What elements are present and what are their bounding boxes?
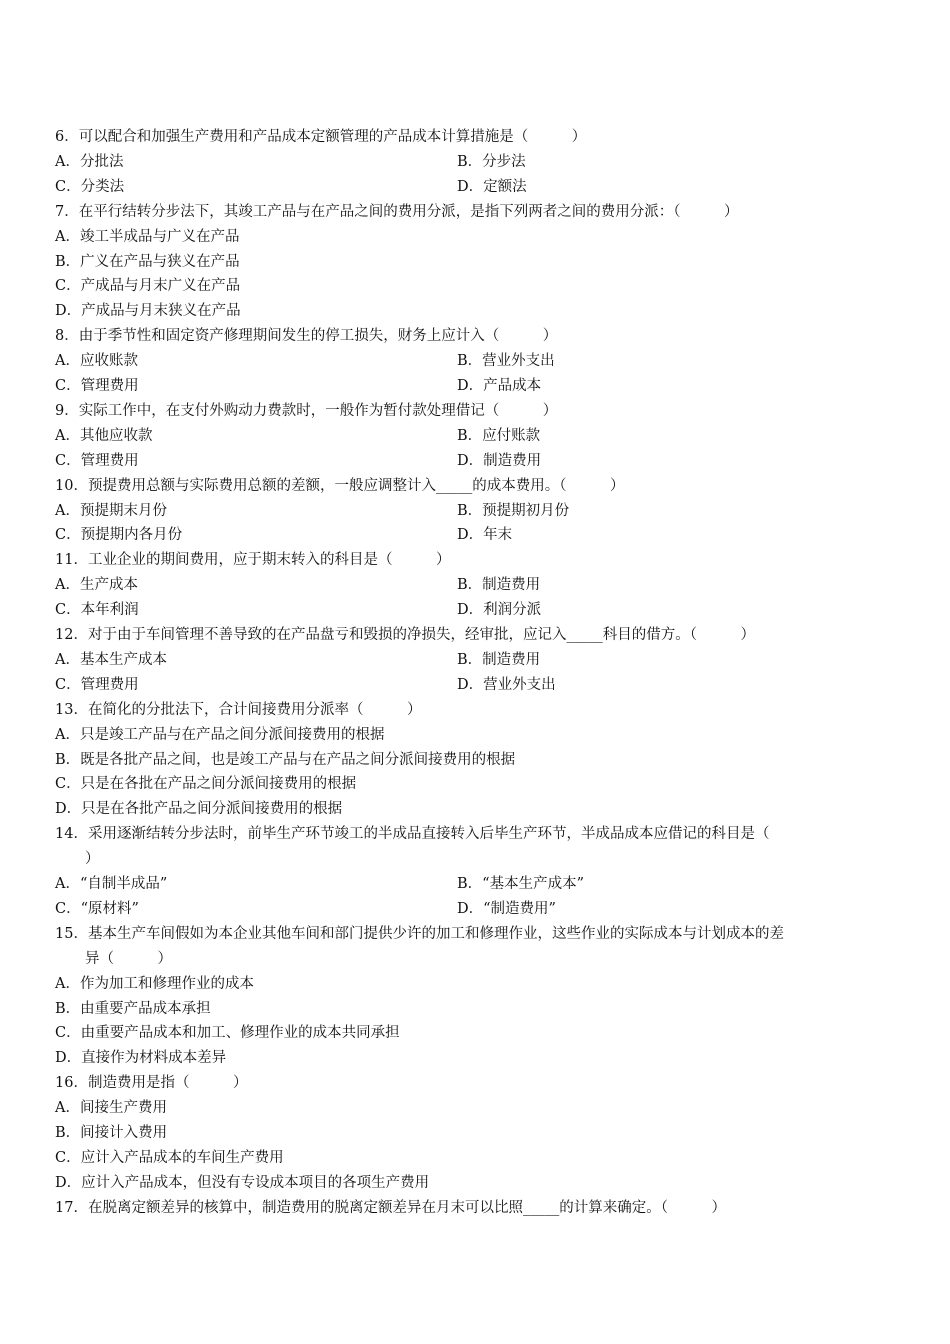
answer-option: B．制造费用 [457, 651, 541, 668]
answer-option: A．作为加工和修理作业的成本 [55, 975, 254, 992]
answer-option: D．制造费用 [457, 452, 542, 469]
answer-option: C．管理费用 [55, 676, 139, 693]
answer-option: A．预提期末月份 [55, 502, 167, 519]
answer-option: B．“基本生产成本” [457, 876, 584, 892]
answer-option: A．应收账款 [55, 353, 138, 370]
answer-option: C．“原材料” [55, 900, 139, 917]
answer-option: B．应付账款 [457, 427, 541, 444]
answer-option: B．间接计入费用 [55, 1125, 168, 1141]
question-stem: 10．预提费用总额与实际费用总额的差额，一般应调整计入_____的成本费用。（ ） [55, 477, 625, 494]
answer-option: D．产成品与月末狭义在产品 [55, 303, 241, 320]
answer-option: D．产品成本 [457, 378, 542, 394]
answer-option: D．应计入产品成本，但没有专设成本项目的各项生产费用 [55, 1174, 430, 1191]
answer-option: C．分类法 [55, 178, 125, 195]
question-stem: 12．对于由于车间管理不善导致的在产品盘亏和毁损的净损失，经审批，应记入_____科目的借方。（ ） [55, 627, 755, 643]
answer-option: C．应计入产品成本的车间生产费用 [55, 1149, 284, 1166]
answer-option: C．产成品与月末广义在产品 [55, 278, 241, 295]
question-stem-continuation: 异（ ） [85, 950, 172, 967]
answer-option: C．管理费用 [55, 378, 139, 394]
question-stem: 13．在简化的分批法下，合计间接费用分派率（ ） [55, 701, 422, 718]
answer-option: D．定额法 [457, 178, 527, 195]
question-stem: 11．工业企业的期间费用，应于期末转入的科目是（ ） [55, 552, 451, 569]
answer-option: B．营业外支出 [457, 353, 555, 370]
question-stem: 16．制造费用是指（ ） [55, 1075, 248, 1092]
answer-option: B．分步法 [457, 153, 526, 170]
answer-option: B．制造费用 [457, 577, 541, 594]
answer-option: D．利润分派 [457, 602, 542, 619]
answer-option: A．竣工半成品与广义在产品 [55, 228, 240, 245]
answer-option: D．“制造费用” [457, 900, 556, 917]
question-stem: 15．基本生产车间假如为本企业其他车间和部门提供少许的加工和修理作业，这些作业的实际成本与计划成本的差 [55, 925, 784, 942]
answer-option: A．间接生产费用 [55, 1100, 167, 1117]
answer-option: D．直接作为材料成本差异 [55, 1050, 227, 1067]
question-stem: 6．可以配合和加强生产费用和产品成本定额管理的产品成本计算措施是（ ） [55, 129, 587, 145]
answer-option: C．只是在各批在产品之间分派间接费用的根据 [55, 776, 357, 793]
answer-option: B．由重要产品成本承担 [55, 1000, 211, 1017]
answer-option: A．基本生产成本 [55, 651, 167, 668]
answer-option: C．由重要产品成本和加工、修理作业的成本共同承担 [55, 1025, 400, 1042]
answer-option: C．本年利润 [55, 602, 139, 619]
question-stem: 7．在平行结转分步法下，其竣工产品与在产品之间的费用分派，是指下列两者之间的费用分派：（ ） [55, 203, 739, 220]
answer-option: A．生产成本 [55, 577, 138, 594]
question-stem: 17．在脱离定额差异的核算中，制造费用的脱离定额差异在月末可以比照_____的计算来确定。（ ） [55, 1199, 726, 1216]
answer-option: C．管理费用 [55, 452, 139, 469]
question-stem: 8．由于季节性和固定资产修理期间发生的停工损失，财务上应计入（ ） [55, 328, 558, 345]
answer-option: C．预提期内各月份 [55, 527, 183, 544]
answer-option: D．年末 [457, 527, 513, 544]
answer-option: A．只是竣工产品与在产品之间分派间接费用的根据 [55, 726, 385, 743]
answer-option: A．分批法 [55, 153, 124, 170]
question-stem: 9．实际工作中，在支付外购动力费款时，一般作为暂付款处理借记（ ） [55, 402, 558, 419]
question-stem: 14．采用逐渐结转分步法时，前毕生产环节竣工的半成品直接转入后毕生产环节，半成品成本应借记的科目是（ [55, 826, 770, 843]
answer-option: B．广义在产品与狭义在产品 [55, 253, 240, 270]
question-stem-continuation: ） [85, 851, 100, 868]
answer-option: D．营业外支出 [457, 676, 556, 693]
answer-option: A．“自制半成品” [55, 876, 168, 892]
answer-option: B．既是各批产品之间，也是竣工产品与在产品之间分派间接费用的根据 [55, 751, 516, 768]
answer-option: B．预提期初月份 [457, 502, 570, 519]
answer-option: D．只是在各批产品之间分派间接费用的根据 [55, 801, 343, 818]
answer-option: A．其他应收款 [55, 427, 153, 444]
